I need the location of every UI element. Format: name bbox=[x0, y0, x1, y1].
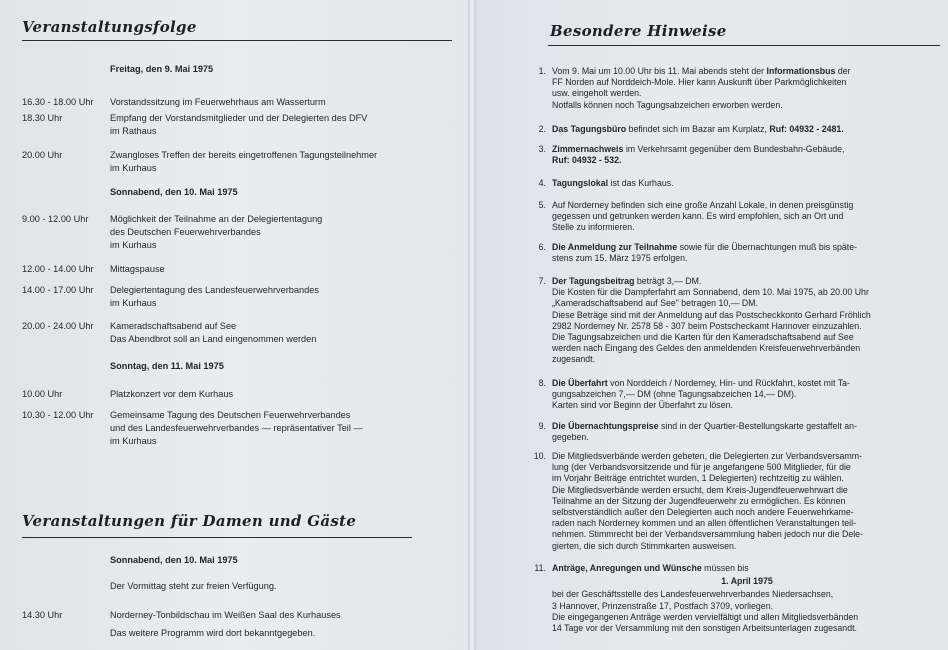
event-line: des Deutschen Feuerwehrverbandes bbox=[110, 227, 261, 237]
event-line: Gemeinsame Tagung des Deutschen Feuerwehrverbandes bbox=[110, 410, 351, 420]
note-item bbox=[533, 451, 942, 552]
event-line: Mittagspause bbox=[110, 264, 165, 274]
event-line: Zwangloses Treffen der bereits eingetroffenen Tagungsteilnehmer bbox=[110, 150, 378, 160]
note-line: Die Übernachtungspreise sind in der Quartier-Bestellungskarte gestaffelt an- bbox=[552, 421, 857, 431]
note-line: gungsabzeichen 7,— DM (ohne Tagungsabzeichen 14,— DM). bbox=[552, 389, 797, 400]
note-number: 11. bbox=[534, 563, 546, 573]
note-line: 3 Hannover, Prinzenstraße 17, Postfach 3709, vorliegen. bbox=[552, 600, 774, 611]
note-line: FF Norden auf Norddeich-Mole. Hier kann Auskunft über Parkmöglichkeiten bbox=[552, 77, 847, 88]
event-line: und des Landesfeuerwehrverbandes — repräsentativer Teil — bbox=[110, 423, 363, 433]
event-description bbox=[110, 388, 462, 401]
event-description bbox=[110, 320, 462, 346]
note-item bbox=[538, 378, 942, 412]
note-line: zugesandt. bbox=[552, 354, 596, 365]
note-line: selbstverständlich außer den Delegierten auch noch andere Feuerwehrkame- bbox=[552, 507, 854, 518]
note-number: 3. bbox=[538, 144, 546, 154]
note-line: usw. eingeholt werden. bbox=[552, 88, 642, 99]
day-heading: Sonnabend, den 10. Mai 1975 bbox=[110, 187, 238, 197]
note-number: 7. bbox=[538, 276, 546, 286]
event-line: Das Abendbrot soll an Land eingenommen werden bbox=[110, 334, 317, 344]
event-line: im Kurhaus bbox=[110, 240, 157, 250]
note-line: Zimmernachweis im Verkehrsamt gegenüber dem Bundesbahn-Gebäude, bbox=[552, 144, 845, 154]
note-line: Die Mitgliedsverbände werden gebeten, die Delegierten zur Verbandsversamm- bbox=[552, 451, 863, 461]
note-line: gierten, die sich durch Stimmkarten ausweisen. bbox=[552, 540, 737, 551]
event-time: 14.30 Uhr bbox=[22, 610, 63, 620]
note-line: Auf Norderney befinden sich eine große Anzahl Lokale, in denen preisgünstig bbox=[552, 200, 854, 210]
event-time: 16.30 - 18.00 Uhr bbox=[22, 97, 94, 107]
note-line: gegessen und getrunken werden kann. Es wird empfohlen, sich an Ort und bbox=[552, 211, 844, 222]
page-fold bbox=[468, 0, 476, 650]
note-number: 2. bbox=[538, 124, 546, 134]
note-line: Stelle zu informieren. bbox=[552, 222, 635, 233]
event-line: Der Vormittag steht zur freien Verfügung. bbox=[110, 581, 277, 591]
event-time: 18.30 Uhr bbox=[22, 113, 63, 123]
title-rule bbox=[22, 40, 452, 41]
note-item bbox=[538, 66, 942, 111]
event-line: Kameradschaftsabend auf See bbox=[110, 321, 237, 331]
event-time: 10.30 - 12.00 Uhr bbox=[22, 410, 94, 420]
note-line: bei der Geschäftsstelle des Landesfeuerwehrverbandes Niedersachsen, bbox=[552, 589, 834, 600]
guests-title: Veranstaltungen für Damen und Gäste bbox=[22, 512, 357, 530]
note-line: Der Tagungsbeitrag beträgt 3,— DM. bbox=[552, 276, 702, 286]
note-item bbox=[538, 144, 942, 166]
event-line: Empfang der Vorstandsmitglieder und der Delegierten des DFV bbox=[110, 113, 368, 123]
event-line: im Kurhaus bbox=[110, 163, 157, 173]
note-number: 4. bbox=[538, 178, 546, 188]
event-line: Das weitere Programm wird dort bekanntgegeben. bbox=[110, 628, 316, 638]
event-line: Vorstandssitzung im Feuerwehrhaus am Wasserturm bbox=[110, 97, 326, 107]
program-title: Veranstaltungsfolge bbox=[22, 18, 197, 36]
event-time: 20.00 - 24.00 Uhr bbox=[22, 321, 94, 331]
note-line: Tagungslokal ist das Kurhaus. bbox=[552, 178, 674, 188]
event-line: Platzkonzert vor dem Kurhaus bbox=[110, 389, 234, 399]
note-line: gegeben. bbox=[552, 432, 589, 443]
note-number: 5. bbox=[538, 200, 546, 210]
note-line: 2982 Norderney Nr. 2578 58 - 307 beim Postscheckamt Hannover einzuzahlen. bbox=[552, 320, 862, 331]
note-item bbox=[538, 276, 942, 366]
note-line: 14 Tage vor der Versammlung mit den sonstigen Arbeitsunterlagen zugesandt. bbox=[552, 623, 857, 634]
note-line: Teilnahme an der Sitzung der Jugendfeuerwehr zu ermöglichen. Es können bbox=[552, 495, 846, 506]
note-item bbox=[538, 242, 942, 264]
note-line: Karten sind vor Beginn der Überfahrt zu lösen. bbox=[552, 400, 733, 411]
note-item bbox=[538, 178, 942, 189]
event-time: 12.00 - 14.00 Uhr bbox=[22, 264, 94, 274]
event-time: 10.00 Uhr bbox=[22, 389, 63, 399]
note-line: Notfalls können noch Tagungsabzeichen erworben werden. bbox=[552, 99, 783, 110]
note-line: Die Tagungsabzeichen und die Karten für den Kameradschaftsabend auf See bbox=[552, 332, 854, 343]
note-line: stens zum 15. März 1975 erfolgen. bbox=[552, 253, 688, 264]
note-line: nehmen. Stimmrecht bei der Verbandsversammlung haben jedoch nur die Dele- bbox=[552, 529, 863, 540]
note-line: Anträge, Anregungen und Wünsche müssen bis bbox=[552, 563, 749, 573]
event-line: Delegiertentagung des Landesfeuerwehrverbandes bbox=[110, 285, 319, 295]
event-line: Möglichkeit der Teilnahme an der Delegiertentagung bbox=[110, 214, 323, 224]
event-time: 9.00 - 12.00 Uhr bbox=[22, 214, 89, 224]
event-line: im Kurhaus bbox=[110, 298, 157, 308]
guests-day-heading: Sonnabend, den 10. Mai 1975 bbox=[110, 555, 238, 565]
note-line: Diese Beträge sind mit der Anmeldung auf das Postscheckkonto Gerhard Fröhlich bbox=[552, 309, 871, 320]
note-item bbox=[538, 124, 942, 135]
note-number: 1. bbox=[538, 66, 546, 76]
note-line: raden nach Norderney kommen und an allen öffentlichen Veranstaltungen teil- bbox=[552, 518, 857, 529]
note-line: Das Tagungsbüro befindet sich im Bazar am Kurplatz, Ruf: 04932 - 2481. bbox=[552, 124, 844, 134]
note-line: im Vorjahr Beiträge entrichtet wurden, 1 Delegierten) rechtzeitig zu wählen. bbox=[552, 473, 844, 484]
event-time: 14.00 - 17.00 Uhr bbox=[22, 285, 94, 295]
note-item bbox=[534, 563, 942, 634]
note-line: Die Mitgliedsverbände werden ersucht, dem Kreis-Jugendfeuerwehrwart die bbox=[552, 484, 848, 495]
note-number: 10. bbox=[533, 451, 546, 461]
event-line: im Rathaus bbox=[110, 126, 157, 136]
event-description bbox=[110, 580, 462, 593]
event-time: 20.00 Uhr bbox=[22, 150, 63, 160]
note-line: werden nach Eingang des Geldes den anmeldenden Kreisfeuerwehrverbänden bbox=[552, 343, 861, 354]
event-description bbox=[110, 96, 462, 109]
note-number: 8. bbox=[538, 378, 546, 388]
event-description bbox=[110, 149, 462, 175]
event-description bbox=[110, 409, 462, 448]
note-line: Die eingegangenen Anträge werden vervielfältigt und allen Mitgliedsverbänden bbox=[552, 611, 859, 622]
event-description bbox=[110, 213, 462, 252]
event-description bbox=[110, 284, 462, 310]
note-item bbox=[538, 421, 942, 443]
notes-title-rule bbox=[548, 45, 940, 46]
event-description bbox=[110, 263, 462, 276]
event-description bbox=[110, 627, 462, 640]
note-number: 6. bbox=[538, 242, 546, 252]
event-description bbox=[110, 112, 462, 138]
note-line: Vom 9. Mai um 10.00 Uhr bis 11. Mai abends steht der Informationsbus der bbox=[552, 66, 851, 76]
deadline-date: 1. April 1975 bbox=[721, 576, 773, 587]
note-line: Die Anmeldung zur Teilnahme sowie für die Übernachtungen muß bis späte- bbox=[552, 242, 858, 252]
note-line: Die Überfahrt von Norddeich / Norderney, Hin- und Rückfahrt, kostet mit Ta- bbox=[552, 378, 850, 388]
day-heading: Freitag, den 9. Mai 1975 bbox=[110, 64, 214, 74]
note-line: Ruf: 04932 - 532. bbox=[552, 155, 622, 166]
note-line: „Kameradschaftsabend auf See" betragen 10,— DM. bbox=[552, 298, 759, 309]
note-line: Die Kosten für die Dampferfahrt am Sonnabend, dem 10. Mai 1975, ab 20.00 Uhr bbox=[552, 287, 869, 298]
note-number: 9. bbox=[538, 421, 546, 431]
event-line: im Kurhaus bbox=[110, 436, 157, 446]
note-item bbox=[538, 200, 942, 234]
guests-title-rule bbox=[22, 537, 412, 538]
note-line: lung (der Verbandsvorsitzende und für je angefangene 500 Mitglieder, für die bbox=[552, 462, 851, 473]
event-line: Norderney-Tonbildschau im Weißen Saal des Kurhauses bbox=[110, 610, 341, 620]
notes-title: Besondere Hinweise bbox=[550, 22, 727, 40]
event-description bbox=[110, 609, 462, 622]
day-heading: Sonntag, den 11. Mai 1975 bbox=[110, 361, 224, 371]
